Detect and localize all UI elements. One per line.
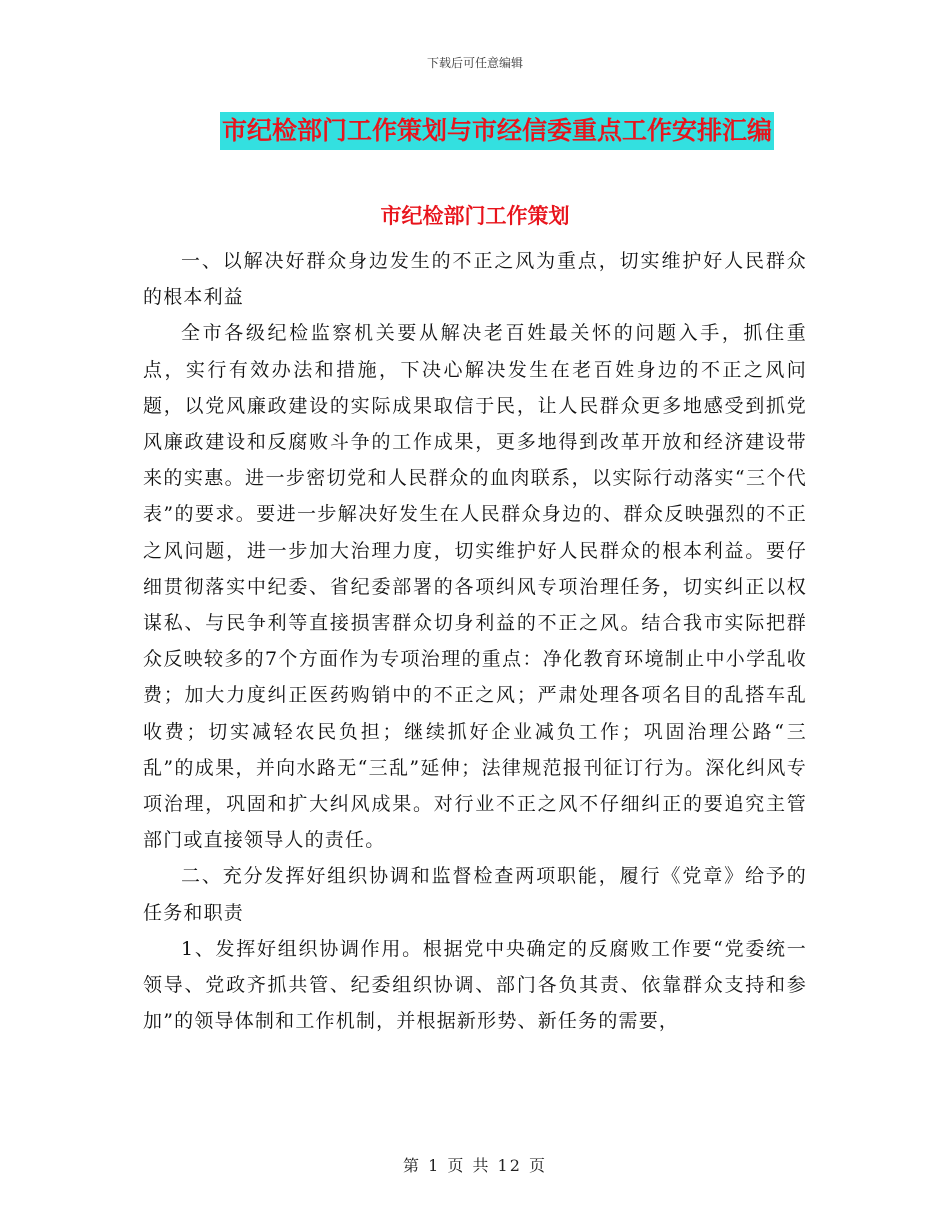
document-body	[143, 243, 807, 1039]
paragraph: 1、发挥好组织协调作用。根据党中央确定的反腐败工作要“党委统一领导、党政齐抓共管、纪委组织协调、部门各负其责、依靠群众支持和参加”的领导体制和工作机制，并根据新形势、新任务的需要，	[143, 937, 807, 1033]
document-title: 市纪检部门工作策划与市经信委重点工作安排汇编	[220, 112, 774, 150]
paragraph-heading-2: 二、充分发挥好组织协调和监督检查两项职能，履行《党章》给予的任务和职责	[143, 865, 807, 924]
section-title: 市纪检部门工作策划	[380, 204, 570, 228]
paragraph: 全市各级纪检监察机关要从解决老百姓最关怀的问题入手，抓住重点，实行有效办法和措施，下决心解决发生在老百姓身边的不正之风问题，以党风廉政建设的实际成果取信于民，让人民群众更多地感受到抓党风廉政建设和反腐败斗争的工作成果，更多地得到改革开放和经济建设带来的实惠。进一步密切党和人民群众的血肉联系，以实际行动落实“三个代表”的要求。要进一步解决好发生在人民群众身边的、群众反映强烈的不正之风问题，进一步加大治理力度，切实维护好人民群众的根本利益。要仔细贯彻落实中纪委、省纪委部署的各项纠风专项治理任务，切实纠正以权谋私、与民争利等直接损害群众切身利益的不正之风。结合我市实际把群众反映较多的7个方面作为专项治理的重点：净化教育环境制止中小学乱收费；加大力度纠正医药购销中的不正之风；严肃处理各项名目的乱搭车乱收费；切实减轻农民负担；继续抓好企业减负工作；巩固治理公路“三乱”的成果，并向水路无“三乱”延伸；法律规范报刊征订行为。深化纠风专项治理，巩固和扩大纠风成果。对行业不正之风不仔细纠正的要追究主管部门或直接领导人的责任。	[143, 322, 807, 852]
header-note: 下载后可任意编辑	[426, 56, 523, 70]
paragraph-heading-1: 一、以解决好群众身边发生的不正之风为重点，切实维护好人民群众的根本利益	[143, 250, 807, 309]
main-title-container	[0, 112, 950, 150]
page-number-footer: 第 1 页 共 12 页	[403, 1156, 547, 1175]
